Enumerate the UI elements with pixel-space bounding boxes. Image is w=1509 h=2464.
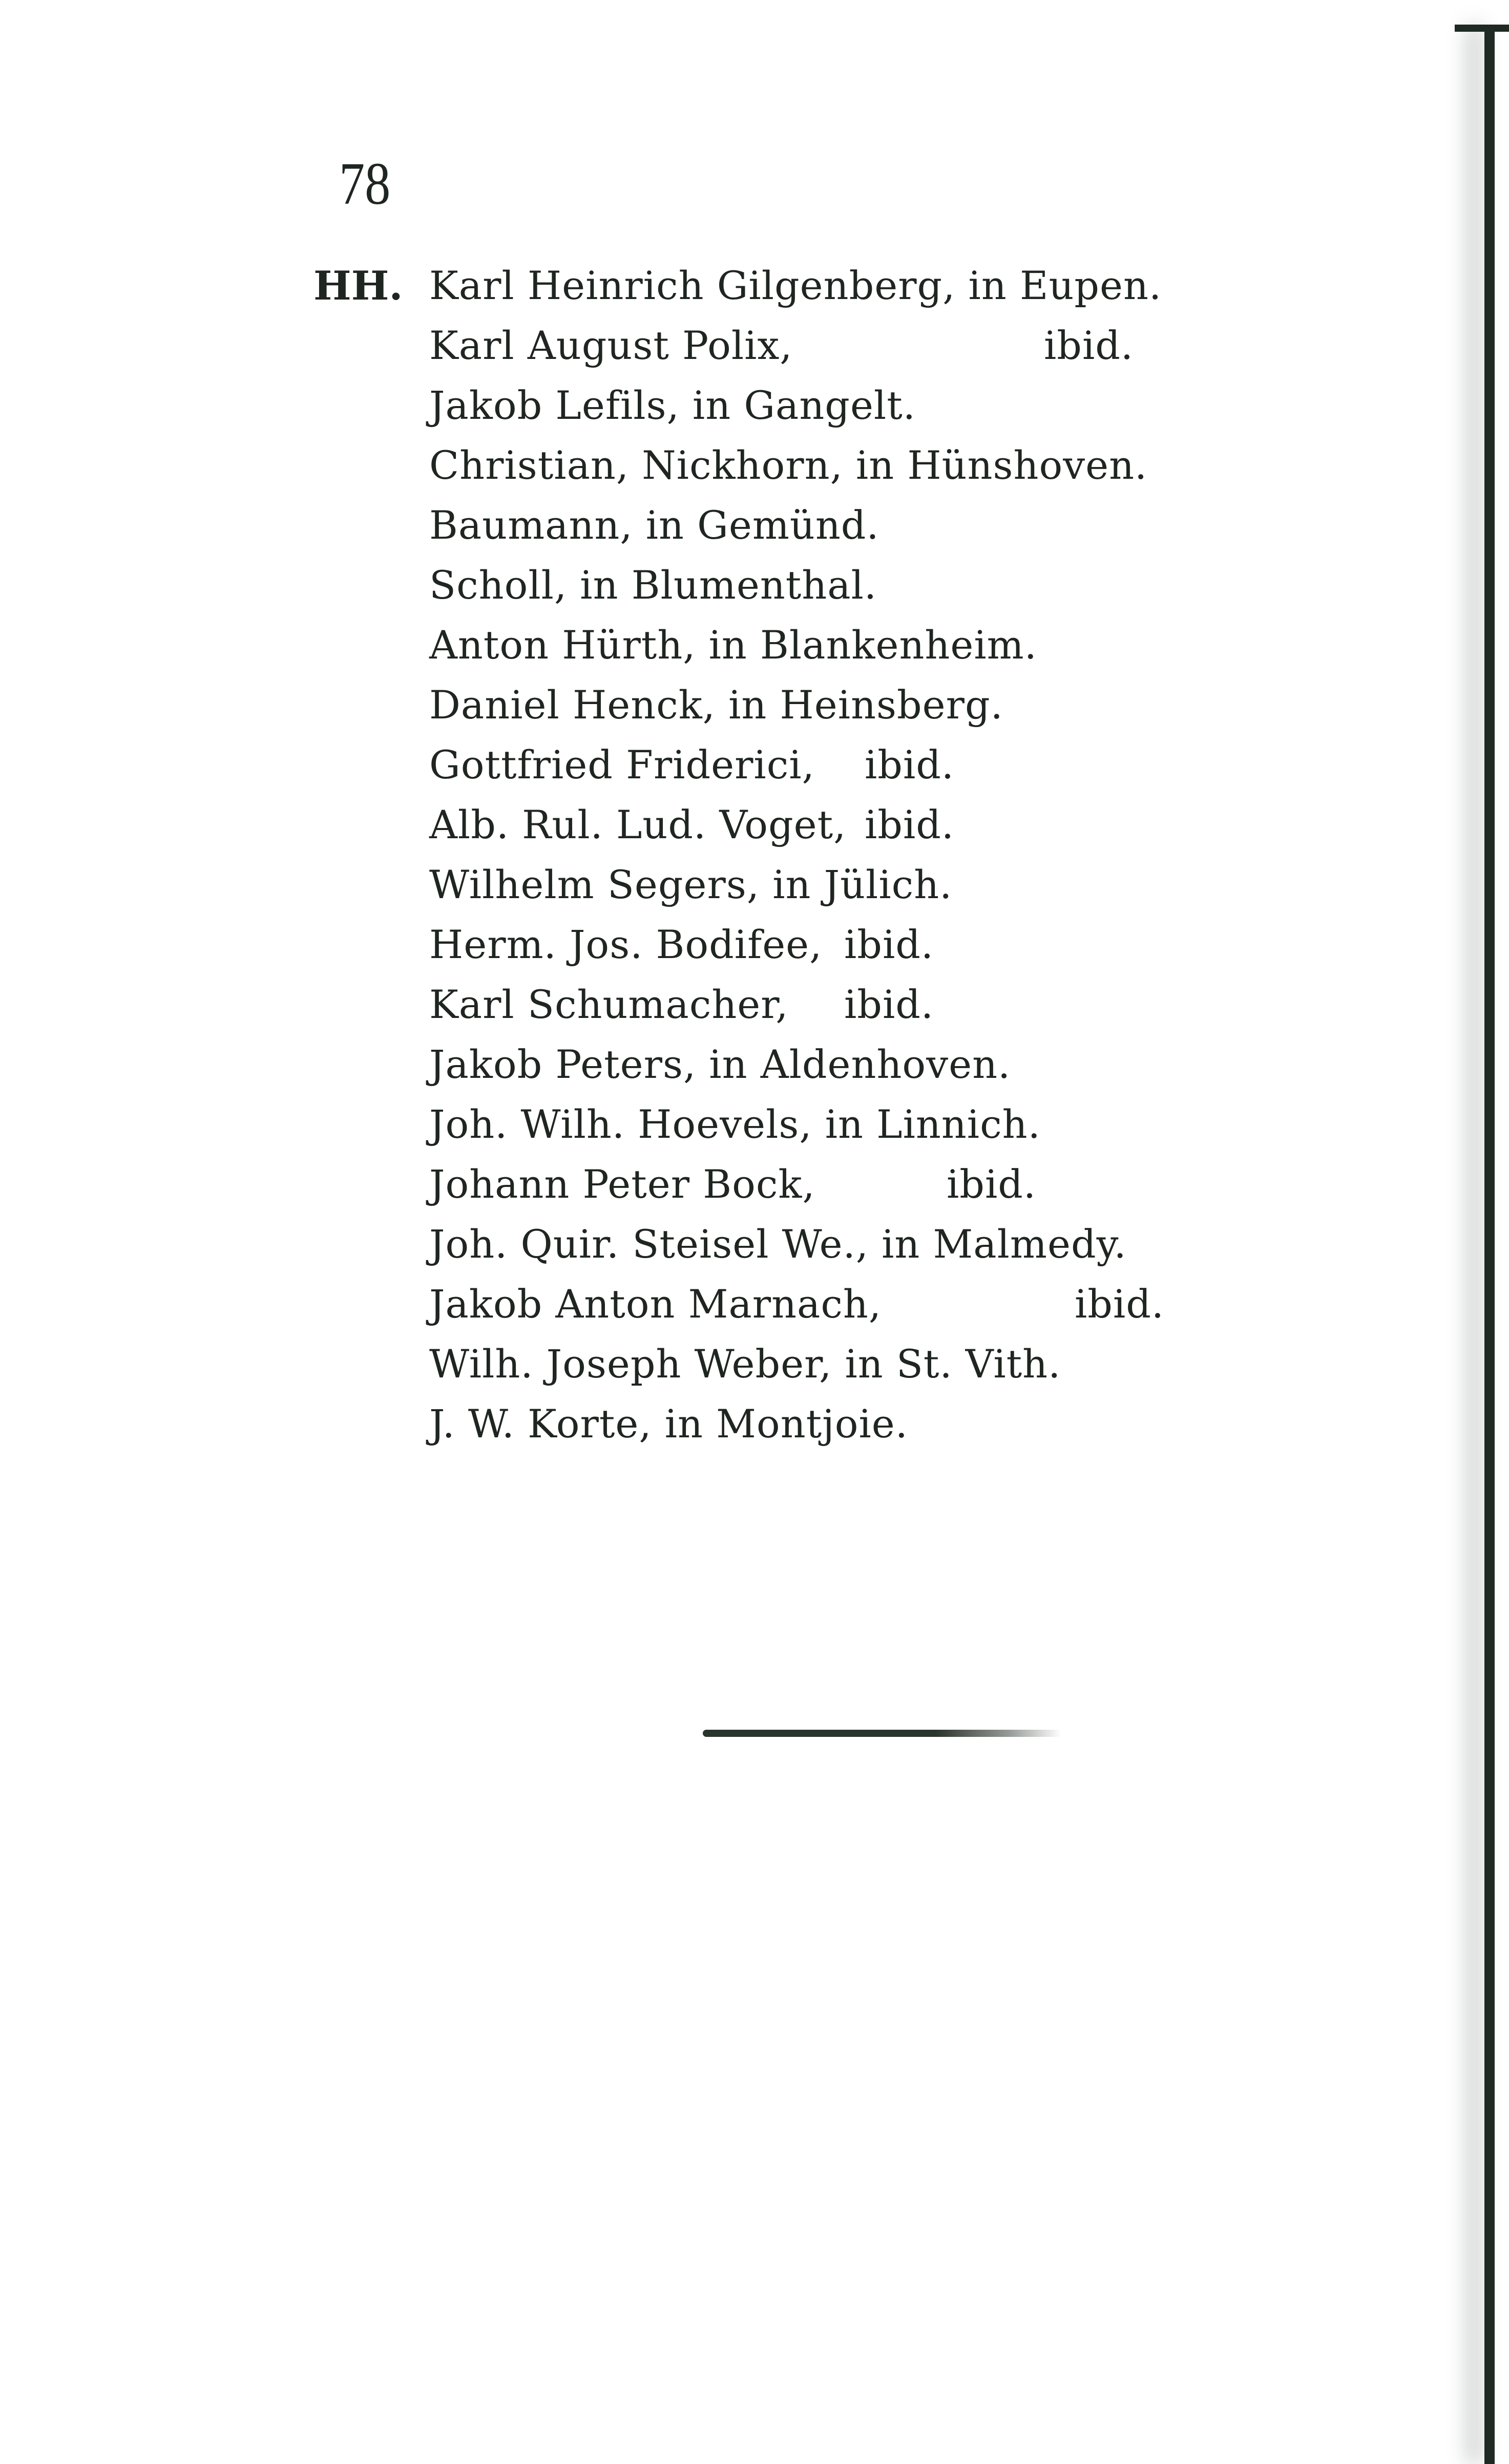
entry-name: Scholl, [429,562,568,608]
list-item [429,562,877,608]
entry-ibid: ibid. [947,1161,1037,1207]
entry-place: in Jülich. [772,862,953,907]
entry-place: in Eupen. [968,263,1162,308]
list-item [429,1221,1127,1267]
list-item [429,1401,908,1447]
entry-place: in Montjoie. [664,1401,908,1447]
list-item [429,442,1148,488]
entry-place: in Blankenheim. [708,622,1037,668]
entry-place: in St. Vith. [845,1341,1061,1387]
list-item [429,1281,1165,1327]
entry-ibid: ibid. [1075,1281,1165,1327]
entry-name: Anton Hürth, [429,622,696,668]
entry-place: in Heinsberg. [728,682,1003,728]
entry-place: in Blumenthal. [580,562,877,608]
entry-name: Karl Heinrich Gilgenberg, [429,263,956,308]
list-item [429,622,1037,668]
entry-name: Christian, Nickhorn, [429,442,843,488]
end-rule-divider [703,1730,1061,1737]
list-item [429,1161,1037,1207]
entry-name: Baumann, [429,502,633,548]
list-item [429,1042,1011,1087]
entry-name: Joh. Quir. Steisel We., [429,1221,869,1267]
entry-name: Herm. Jos. Bodifee, [429,922,823,967]
entry-place: in Aldenhoven. [709,1042,1011,1087]
entry-name: Wilh. Joseph Weber, [429,1341,832,1387]
entry-prefix-hh: HH. [313,263,403,309]
entry-name: Daniel Henck, [429,682,716,728]
entry-name: Joh. Wilh. Hoevels, [429,1101,812,1147]
entry-place: in Gangelt. [692,383,916,428]
entry-name: Alb. Rul. Lud. Voget, [429,802,847,847]
list-item [429,982,934,1027]
entry-name: Johann Peter Bock, [429,1161,815,1207]
entry-name: Karl August Polix, [429,323,793,368]
entry-place: in Malmedy. [882,1221,1127,1267]
list-item [429,802,955,847]
entry-name: Jakob Lefils, [429,383,680,428]
entry-name: Gottfried Friderici, [429,742,815,788]
entry-name: Jakob Anton Marnach, [429,1281,882,1327]
entry-place: in Gemünd. [645,502,879,548]
list-item [429,263,1162,308]
list-item [429,1341,1061,1387]
list-item [429,922,934,967]
list-item [429,323,1134,368]
page-edge-top [1455,25,1509,32]
list-item [429,742,955,788]
entry-name: Karl Schumacher, [429,982,789,1027]
entry-place: in Hünshoven. [855,442,1148,488]
entry-name: Jakob Peters, [429,1042,697,1087]
list-item [429,682,1003,728]
entry-name: J. W. Korte, [429,1401,652,1447]
entry-ibid: ibid. [844,922,934,967]
list-item [429,383,916,428]
list-item [429,862,953,907]
entry-ibid: ibid. [865,742,955,788]
page-number: 78 [339,150,391,217]
entry-ibid: ibid. [844,982,934,1027]
entry-name: Wilhelm Segers, [429,862,760,907]
list-item [429,1101,1041,1147]
list-item [429,502,879,548]
entry-ibid: ibid. [1044,323,1134,368]
book-spine-edge [1484,26,1495,2464]
entry-place: in Linnich. [825,1101,1041,1147]
entry-ibid: ibid. [865,802,955,847]
